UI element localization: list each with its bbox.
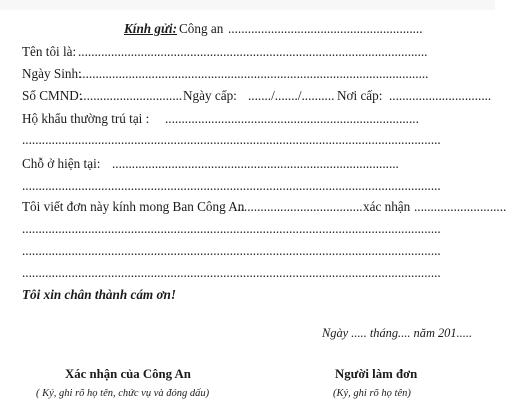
applicant-note: (Ký, ghi rõ họ tên)	[333, 388, 411, 399]
applicant-title: Người làm đơn	[335, 367, 418, 381]
recipient-dots: ...........................................................	[228, 21, 423, 36]
date-line: Ngày ..... tháng.... năm 201.....	[322, 326, 473, 340]
police-confirm-title: Xác nhận của Công An	[65, 367, 191, 381]
request-line-1: ...............................................................................................................................	[22, 221, 441, 236]
current-address-dots-2: ...............................................................................................................................	[22, 178, 441, 193]
issue-place-dots: ...............................	[389, 88, 492, 103]
kinh-gui-label: Kính gửi:	[124, 21, 177, 36]
name-dots: ..........................................................................................................	[78, 44, 428, 59]
police-confirm-note: ( Ký, ghi rõ họ tên, chức vụ và đóng dấu)	[36, 388, 210, 399]
request-text: Tôi viết đơn này kính mong Ban Công An	[22, 199, 245, 214]
request-line-2: ...............................................................................................................................	[22, 243, 441, 258]
current-address-label: Chỗ ở hiện tại:	[22, 156, 101, 171]
recipient-text: Công an	[179, 21, 224, 36]
dob-label: Ngày Sinh:	[22, 66, 82, 81]
residence-dots: .............................................................................	[165, 111, 419, 126]
issue-date-value: ......./......./..........	[248, 88, 335, 103]
issue-place-label: Nơi cấp:	[337, 88, 383, 103]
residence-dots-2: ...............................................................................................................................	[22, 132, 441, 147]
name-label: Tên tôi là:	[22, 44, 77, 59]
id-dots: ...............................	[80, 88, 183, 103]
dob-dots: ..........................................................................................................	[79, 66, 429, 81]
current-address-dots: .......................................................................................	[112, 156, 399, 171]
issue-date-label: Ngày cấp:	[183, 88, 237, 103]
thanks-text: Tôi xin chân thành cám ơn!	[22, 287, 177, 302]
residence-label: Hộ khẩu thường trú tại :	[22, 111, 150, 126]
id-label: Số CMND:	[22, 88, 83, 103]
confirm-dots: ............................	[414, 199, 506, 214]
request-line-3: ...............................................................................................................................	[22, 265, 441, 280]
confirm-text: xác nhận	[363, 199, 411, 214]
request-dots: .......................................	[234, 199, 363, 214]
top-edge	[0, 0, 495, 10]
